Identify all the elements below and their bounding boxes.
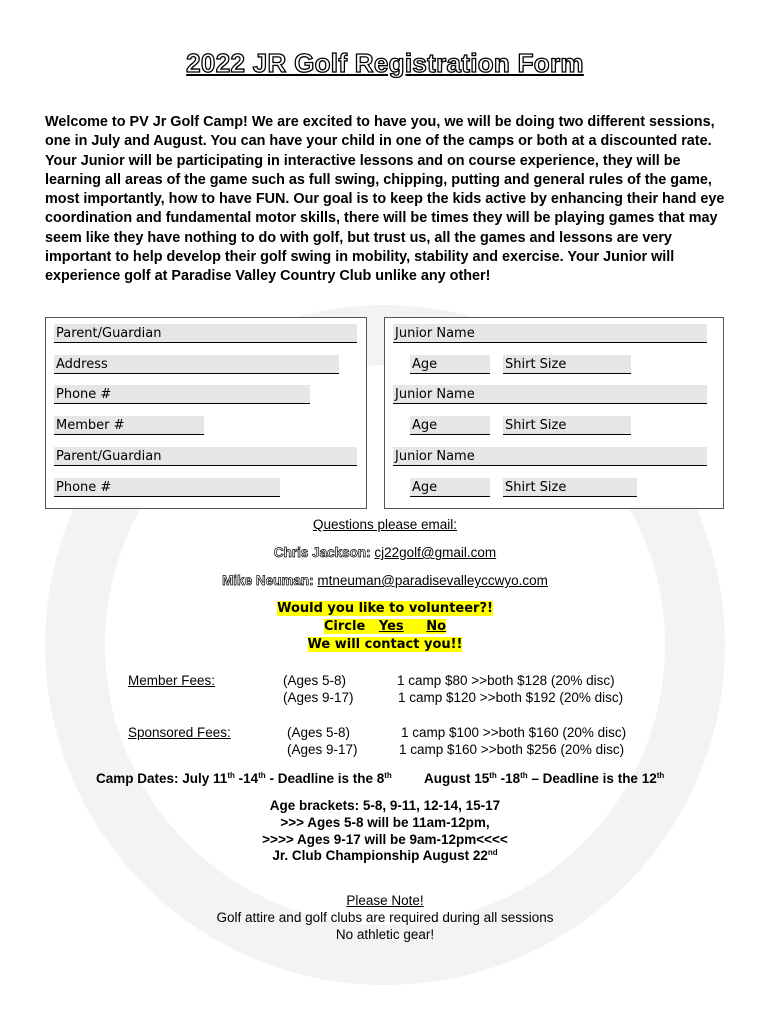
sponsored-fees-label: Sponsored Fees: (128, 725, 231, 740)
contact-row-mike (0, 573, 770, 588)
age-field-2[interactable] (410, 416, 490, 435)
note-attire: Golf attire and golf clubs are required during all sessions (216, 910, 554, 925)
shirt-size-field-2[interactable] (503, 416, 631, 435)
phone-label: Phone # (56, 480, 112, 495)
ordinal: nd (487, 848, 498, 857)
junior-name-field-2[interactable] (393, 385, 707, 404)
contact-name: Chris Jackson: (273, 545, 371, 560)
sponsored-ages-9-17: (Ages 9-17) (287, 742, 358, 757)
ordinal: th (227, 771, 235, 780)
junior-name-field-3[interactable] (393, 447, 707, 466)
phone-field-2[interactable] (54, 478, 280, 497)
volunteer-contact-text: We will contact you!! (307, 637, 463, 652)
age-brackets: Age brackets: 5-8, 9-11, 12-14, 15-17 (269, 798, 501, 813)
phone-label: Phone # (56, 387, 112, 402)
volunteer-circle (0, 618, 770, 634)
parent-info-box (45, 317, 367, 509)
age-label: Age (412, 357, 438, 372)
camp-dates-august (424, 771, 664, 786)
ordinal: th (258, 771, 266, 780)
parent-guardian-field-2[interactable] (54, 447, 357, 466)
age-field-3[interactable] (410, 478, 490, 497)
contact-email-link[interactable]: mtneuman@paradisevalleyccwyo.com (317, 573, 548, 588)
age-label: Age (412, 480, 438, 495)
page-title: 2022 JR Golf Registration Form (186, 48, 584, 78)
volunteer-question (0, 600, 770, 616)
intro-paragraph: Welcome to PV Jr Golf Camp! We are excited to have you, we will be doing two different sessions, one in July and August. You can have your child in one of the camps or both at a discounted rate. Your Junior will be participating in interactive lessons and on course experience, they will be learning all areas of the game such as full swing, chipping, putting and general rules of the game, most importantly, how to have FUN. Our goal is to keep the kids active by enhancing their hand eye coordination and fundamental motor skills, there will be times they will be playing games that may seem like they have nothing to do with golf, but trust us, all the games and lessons are very important to help develop their golf swing in mobility, stability and exercise. Your Junior will experience golf at Paradise Valley Country Club unlike any other! (45, 114, 725, 285)
ordinal: th (489, 771, 497, 780)
contact-row-chris (0, 545, 770, 560)
sponsored-price-9-17: 1 camp $160 >>both $256 (20% disc) (399, 742, 625, 757)
volunteer-question-text: Would you like to volunteer?! (277, 601, 493, 616)
sponsored-price-5-8: 1 camp $100 >>both $160 (20% disc) (401, 725, 627, 740)
member-number-label: Member # (56, 418, 125, 433)
contact-heading: Questions please email: (312, 517, 458, 532)
club-championship-text: Jr. Club Championship August 22 (272, 848, 488, 863)
note-no-athletic-gear: No athletic gear! (335, 927, 435, 942)
member-number-field[interactable] (54, 416, 204, 435)
member-ages-5-8: (Ages 5-8) (283, 673, 347, 688)
august-start: August 15 (424, 771, 490, 786)
contact-name: Mike Neuman: (222, 573, 314, 588)
shirt-size-label: Shirt Size (505, 480, 567, 495)
member-price-9-17: 1 camp $120 >>both $192 (20% disc) (398, 690, 624, 705)
july-start: Camp Dates: July 11 (96, 771, 228, 786)
junior-info-box (384, 317, 724, 509)
shirt-size-field-1[interactable] (503, 355, 631, 374)
july-end: -14 (234, 771, 259, 786)
schedule-ages-9-17: >>>> Ages 9-17 will be 9am-12pm<<<< (262, 832, 508, 847)
shirt-size-field-3[interactable] (503, 478, 637, 497)
volunteer-no-option[interactable]: No (426, 619, 447, 634)
member-fees-label: Member Fees: (128, 673, 216, 688)
volunteer-yes-option[interactable]: Yes (378, 619, 404, 634)
club-championship (0, 848, 770, 863)
ordinal: th (384, 771, 392, 780)
parent-guardian-field-1[interactable] (54, 324, 357, 343)
age-label: Age (412, 418, 438, 433)
junior-name-label: Junior Name (395, 326, 475, 341)
address-label: Address (56, 357, 108, 372)
august-deadline: – Deadline is the 12 (527, 771, 657, 786)
parent-guardian-label: Parent/Guardian (56, 449, 162, 464)
parent-guardian-label: Parent/Guardian (56, 326, 162, 341)
note-heading: Please Note! (346, 893, 424, 908)
ordinal: th (656, 771, 665, 780)
august-end: -18 (496, 771, 521, 786)
junior-name-field-1[interactable] (393, 324, 707, 343)
volunteer-circle-row (324, 619, 446, 634)
shirt-size-label: Shirt Size (505, 357, 567, 372)
junior-name-label: Junior Name (395, 449, 475, 464)
ordinal: th (520, 771, 528, 780)
age-field-1[interactable] (410, 355, 490, 374)
member-price-5-8: 1 camp $80 >>both $128 (20% disc) (397, 673, 615, 688)
contact-email-link[interactable]: cj22golf@gmail.com (374, 545, 497, 560)
junior-name-label: Junior Name (395, 387, 475, 402)
july-deadline: - Deadline is the 8 (265, 771, 385, 786)
phone-field-1[interactable] (54, 385, 310, 404)
camp-dates-july (96, 771, 392, 786)
shirt-size-label: Shirt Size (505, 418, 567, 433)
address-field[interactable] (54, 355, 339, 374)
member-ages-9-17: (Ages 9-17) (283, 690, 354, 705)
sponsored-ages-5-8: (Ages 5-8) (287, 725, 351, 740)
circle-label: Circle (323, 619, 366, 634)
schedule-ages-5-8: >>> Ages 5-8 will be 11am-12pm, (280, 815, 490, 830)
volunteer-contact (0, 636, 770, 652)
